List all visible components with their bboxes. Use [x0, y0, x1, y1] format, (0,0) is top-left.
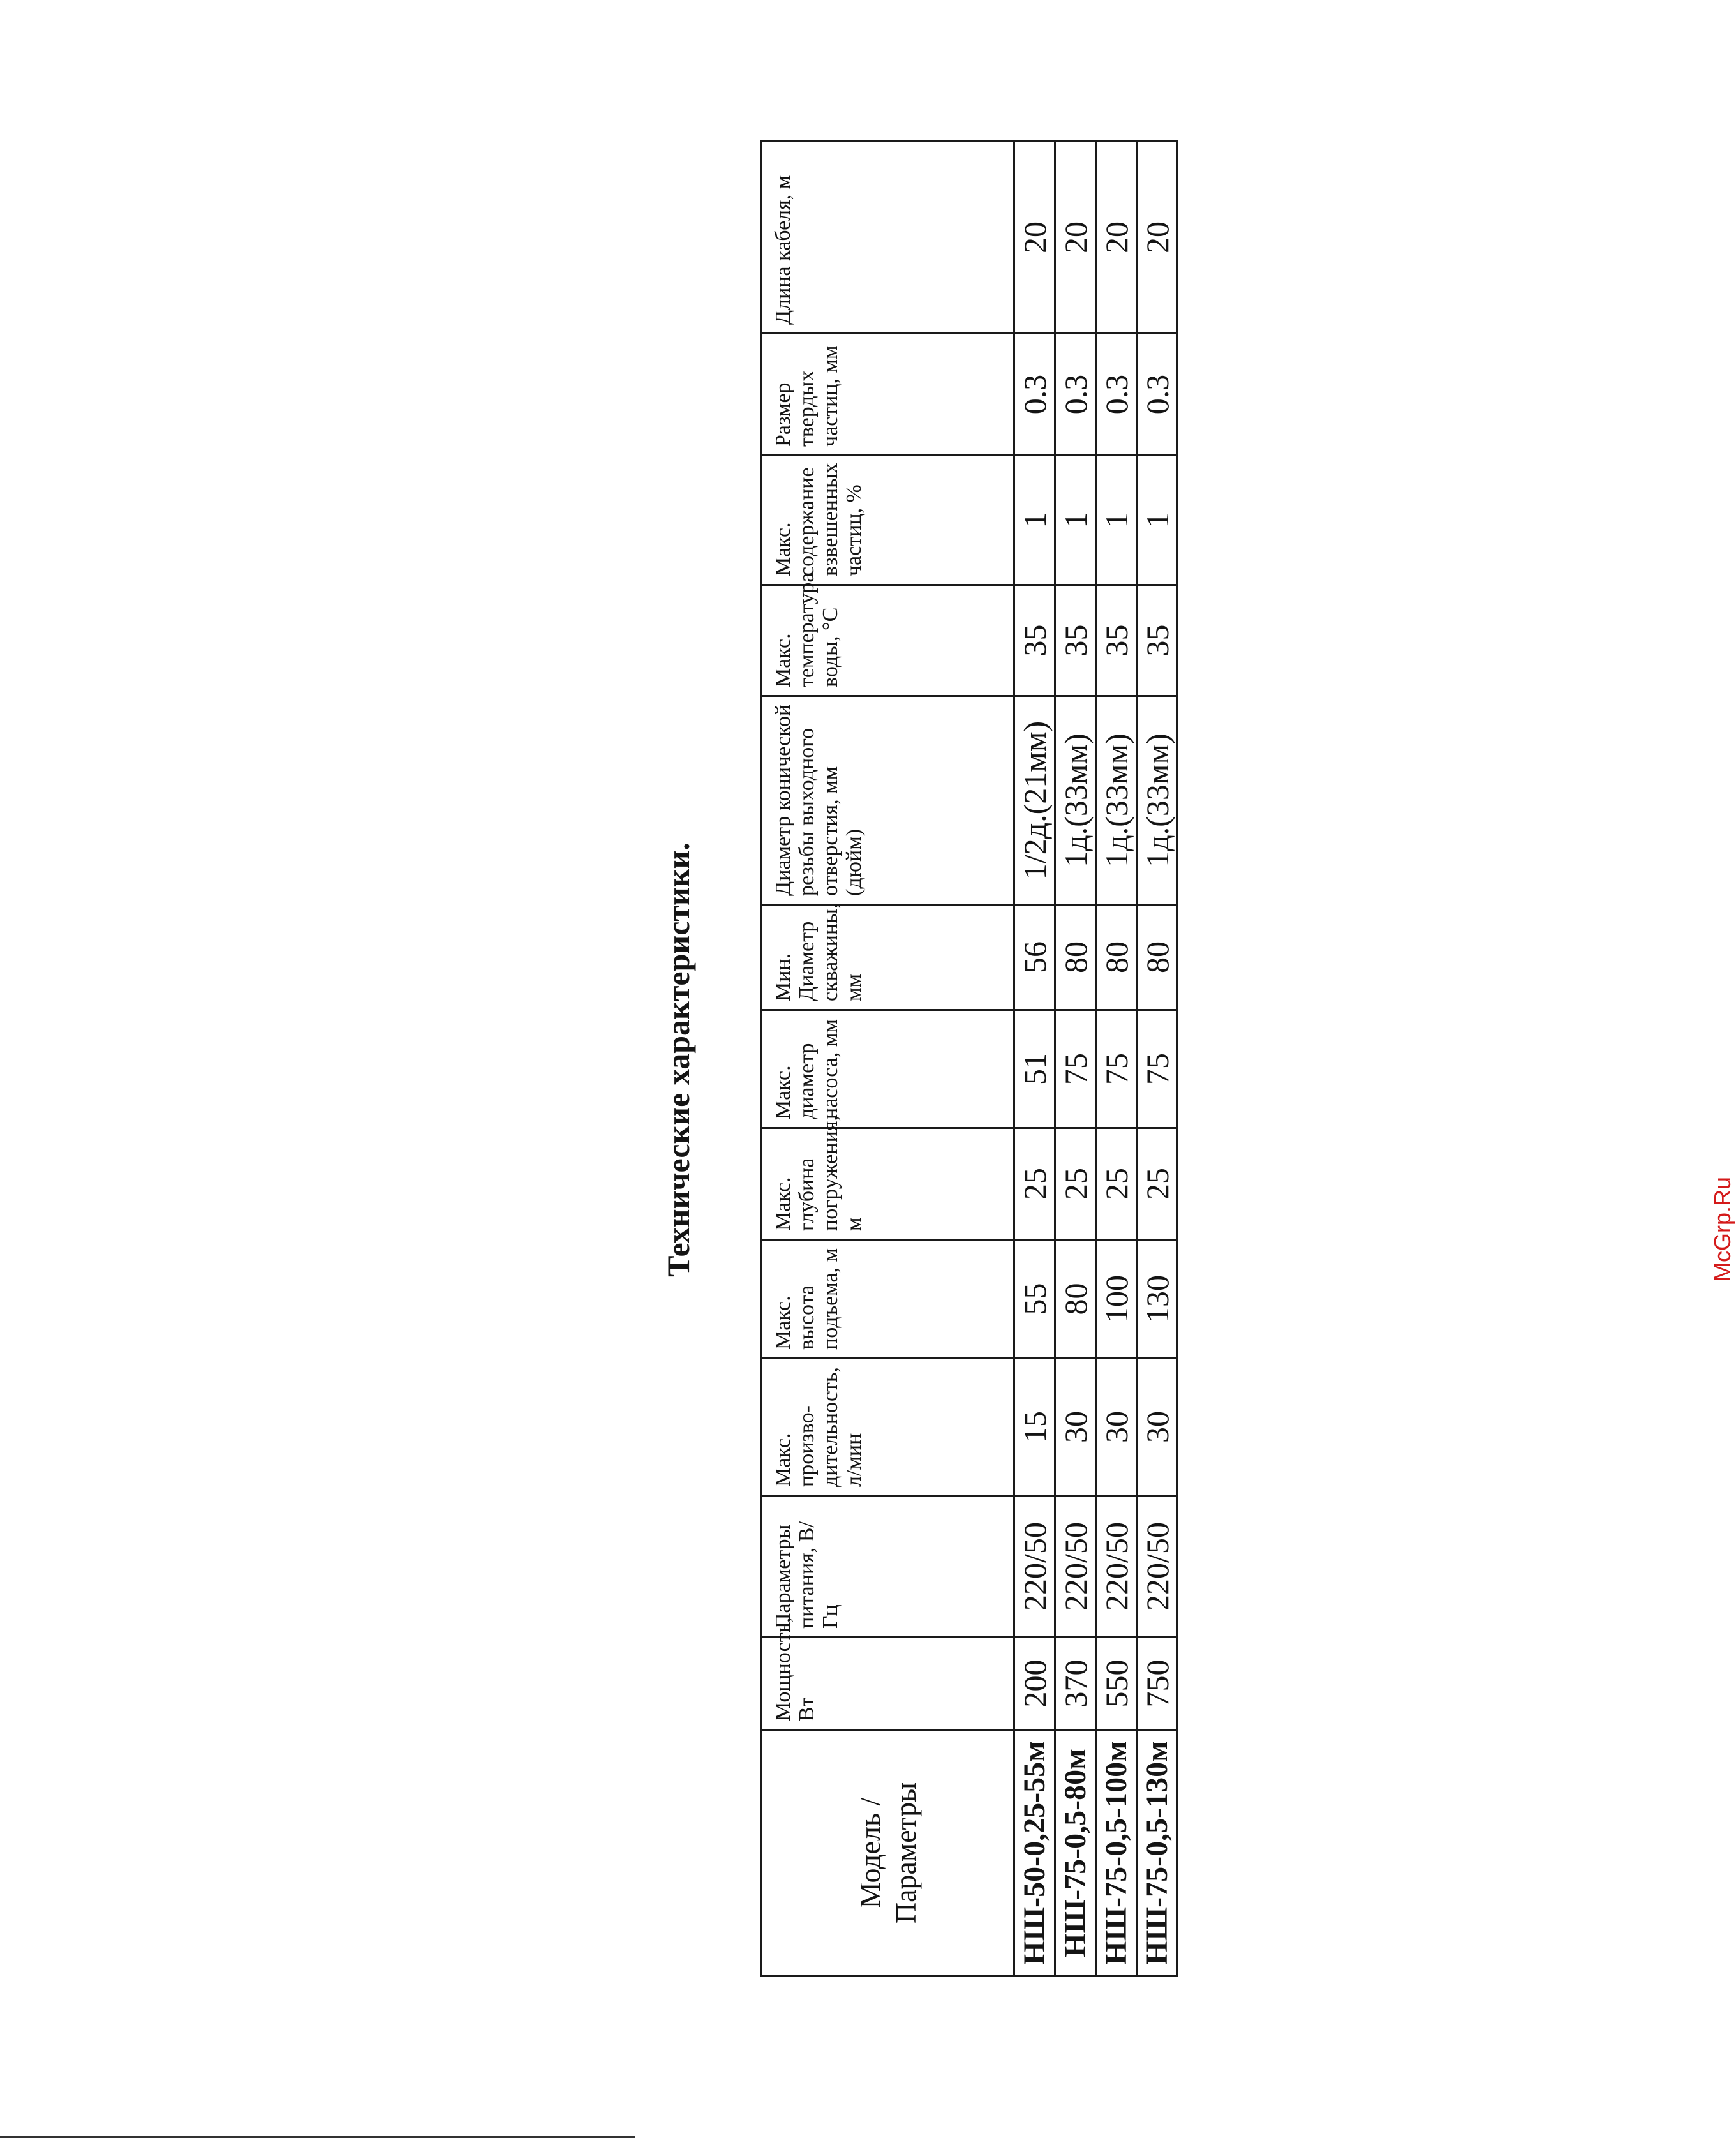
head-cell: 100	[1096, 1240, 1137, 1359]
watermark: McGrp.Ru	[1709, 1176, 1735, 1281]
model-cell: НШ-75-0,5-100м	[1096, 1730, 1137, 1976]
head-cell: 130	[1137, 1240, 1178, 1359]
header-particle-size: Размер твердых частиц, мм	[762, 334, 1014, 456]
table-row	[1014, 142, 1055, 1976]
particles-content-cell: 1	[1137, 456, 1178, 585]
table-row	[1137, 142, 1178, 1976]
thread-cell: 1д.(33мм)	[1096, 696, 1137, 905]
flow-cell: 15	[1014, 1359, 1055, 1496]
well-diameter-cell: 80	[1096, 905, 1137, 1010]
header-head: Макс. высота подъема, м	[762, 1240, 1014, 1359]
particles-content-cell: 1	[1014, 456, 1055, 585]
temperature-cell: 35	[1137, 585, 1178, 696]
header-supply: Параметры питания, В/Гц	[762, 1496, 1014, 1638]
model-cell: НШ-50-0,25-55м	[1014, 1730, 1055, 1976]
supply-cell: 220/50	[1096, 1496, 1137, 1638]
header-depth: Макс. глубина погружения, м	[762, 1128, 1014, 1240]
cable-cell: 20	[1055, 142, 1096, 334]
thread-cell: 1д.(33мм)	[1137, 696, 1178, 905]
header-model: Модель /Параметры	[762, 1730, 1014, 1976]
thread-cell: 1/2д.(21мм)	[1014, 696, 1055, 905]
depth-cell: 25	[1137, 1128, 1178, 1240]
head-cell: 55	[1014, 1240, 1055, 1359]
particle-size-cell: 0.3	[1096, 334, 1137, 456]
particle-size-cell: 0.3	[1014, 334, 1055, 456]
header-flow: Макс. произво-дительность, л/мин	[762, 1359, 1014, 1496]
thread-cell: 1д.(33мм)	[1055, 696, 1096, 905]
header-row	[762, 142, 1014, 1976]
pump-diameter-cell: 51	[1014, 1010, 1055, 1128]
particle-size-cell: 0.3	[1137, 334, 1178, 456]
depth-cell: 25	[1014, 1128, 1055, 1240]
header-power: Мощность, Вт	[762, 1638, 1014, 1730]
table-title: Технические характеристики.	[660, 842, 696, 1277]
header-thread: Диаметр конической резьбы выходного отверстия, мм (дюйм)	[762, 696, 1014, 905]
header-pump-diameter: Макс. диаметр насоса, мм	[762, 1010, 1014, 1128]
header-cable: Длина кабеля, м	[762, 142, 1014, 334]
well-diameter-cell: 56	[1014, 905, 1055, 1010]
cable-cell: 20	[1014, 142, 1055, 334]
supply-cell: 220/50	[1137, 1496, 1178, 1638]
flow-cell: 30	[1055, 1359, 1096, 1496]
particles-content-cell: 1	[1055, 456, 1096, 585]
depth-cell: 25	[1096, 1128, 1137, 1240]
table-row	[1055, 142, 1096, 1976]
flow-cell: 30	[1137, 1359, 1178, 1496]
power-cell: 200	[1014, 1638, 1055, 1730]
cable-cell: 20	[1137, 142, 1178, 334]
model-cell: НШ-75-0,5-80м	[1055, 1730, 1096, 1976]
header-particles-content: Макс. содержание взвешенных частиц, %	[762, 456, 1014, 585]
spec-table	[760, 140, 1178, 1977]
well-diameter-cell: 80	[1055, 905, 1096, 1010]
table-row	[1096, 142, 1137, 1976]
temperature-cell: 35	[1055, 585, 1096, 696]
supply-cell: 220/50	[1014, 1496, 1055, 1638]
pump-diameter-cell: 75	[1096, 1010, 1137, 1128]
well-diameter-cell: 80	[1137, 905, 1178, 1010]
pump-diameter-cell: 75	[1137, 1010, 1178, 1128]
footer-divider	[0, 2136, 635, 2138]
particle-size-cell: 0.3	[1055, 334, 1096, 456]
temperature-cell: 35	[1096, 585, 1137, 696]
pump-diameter-cell: 75	[1055, 1010, 1096, 1128]
flow-cell: 30	[1096, 1359, 1137, 1496]
temperature-cell: 35	[1014, 585, 1055, 696]
supply-cell: 220/50	[1055, 1496, 1096, 1638]
power-cell: 370	[1055, 1638, 1096, 1730]
model-cell: НШ-75-0,5-130м	[1137, 1730, 1178, 1976]
header-temperature: Макс. температура воды, °С	[762, 585, 1014, 696]
header-well-diameter: Мин. Диаметр скважины, мм	[762, 905, 1014, 1010]
depth-cell: 25	[1055, 1128, 1096, 1240]
cable-cell: 20	[1096, 142, 1137, 334]
power-cell: 750	[1137, 1638, 1178, 1730]
head-cell: 80	[1055, 1240, 1096, 1359]
particles-content-cell: 1	[1096, 456, 1137, 585]
rotated-spec-sheet	[653, 142, 1735, 1977]
power-cell: 550	[1096, 1638, 1137, 1730]
